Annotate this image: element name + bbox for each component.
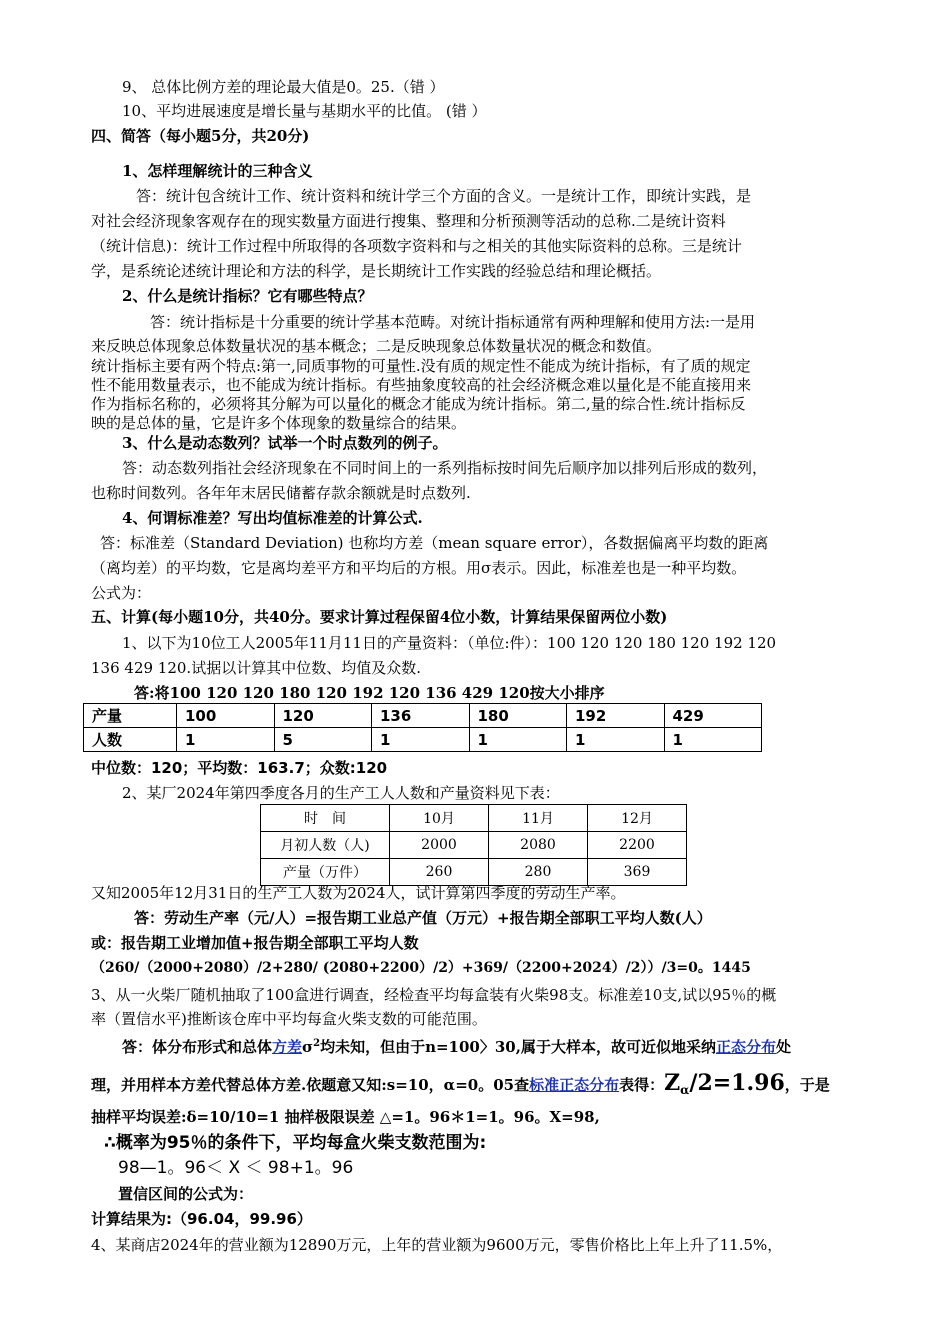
calc-3-line: 3、从一火柴厂随机抽取了100盒进行调查，经检查平均每盒装有火柴98支。标准差10支,试以95％的概 [91, 986, 777, 1004]
answer-2-line: 答：统计指标是十分重要的统计学基本范畴。对统计指标通常有两种理解和使用方法:一是用 [150, 313, 756, 331]
table-cell: 产量（万件） [261, 859, 390, 886]
question-1: 1、怎样理解统计的三种含义 [122, 162, 313, 180]
z-value: /2=1.96 [689, 1070, 785, 1096]
calc-1-line: 136 429 120.试据以计算其中位数、均值及众数. [91, 659, 421, 677]
calc-3-result: 计算结果为:（96.04，99.96） [91, 1210, 312, 1228]
link-normal-distribution[interactable]: 正态分布 [715, 1038, 776, 1056]
calc-1-answer: 答:将100 120 120 180 120 192 120 136 429 120按大小排序 [134, 684, 605, 702]
table-row [84, 728, 762, 752]
calc-1-result: 中位数：120；平均数：163.7；众数:120 [91, 759, 388, 777]
table-cell: 1 [664, 728, 762, 752]
answer-3-line: 答：动态数列指社会经济现象在不同时间上的一系列指标按时间先后顺序加以排列后形成的数列， [122, 459, 768, 477]
table-cell: 产量 [84, 704, 177, 728]
answer-4-line: （离均差）的平均数，它是离均差平方和平均后的方根。用σ表示。因此，标准差也是一种平均数。 [91, 559, 747, 577]
text-span: 均未知，但由于n=100〉30,属于大样本，故可近似地采纳 [320, 1038, 716, 1056]
table-row [261, 832, 687, 859]
calc-2-answer-line: 答：劳动生产率（元/人）=报告期工业总产值（万元）+报告期全部职工平均人数(人） [134, 909, 712, 927]
table-header-cell: 10月 [390, 805, 489, 832]
calc-2-line: 2、某厂2024年第四季度各月的生产工人人数和产量资料见下表： [122, 784, 560, 802]
text-span: 理，并用样本方差代替总体方差.依题意又知:s=10，α=0。05查 [91, 1076, 530, 1094]
table-cell: 180 [469, 704, 567, 728]
superscript: 2 [313, 1038, 321, 1049]
calc-2-formula: （260/（2000+2080）/2+280/ (2080+2200）/2）+369/（2200+2024）/2））/3=0。1445 [91, 960, 751, 976]
calc-3-answer-line [122, 1033, 791, 1058]
alpha-subscript: α [680, 1083, 690, 1097]
calc-3-answer-line: 抽样平均误差:δ=10/10=1 抽样极限误差 △=1。96＊1=1。96。X=98, [91, 1108, 600, 1126]
answer-4-line: 答：标准差（Standard Deviation) 也称均方差（mean square error），各数据偏离平均数的距离 [100, 534, 769, 552]
question-4: 4、何谓标准差？写出均值标准差的计算公式. [122, 509, 423, 527]
answer-3-line: 也称时间数列。各年年末居民储蓄存款余额就是时点数列. [91, 484, 471, 502]
calc-3-range: 98—1。96＜ X ＜ 98+1。96 [118, 1158, 354, 1178]
table-row [84, 704, 762, 728]
text-span: 答：体分布形式和总体 [122, 1038, 273, 1056]
answer-2-line: 来反映总体现象总体数量状况的基本概念；二是反映现象总体数量状况的概念和数值。 [91, 337, 662, 355]
table-cell: 429 [664, 704, 762, 728]
table-cell: 280 [489, 859, 588, 886]
answer-1-line: 对社会经济现象客观存在的现实数量方面进行搜集、整理和分析预测等活动的总称.二是统计资料 [91, 212, 726, 230]
table-cell: 1 [372, 728, 470, 752]
table-cell: 5 [274, 728, 372, 752]
table-header-cell: 时 间 [261, 805, 390, 832]
answer-1-line: （统计信息)：统计工作过程中所取得的各项数字资料和与之相关的其他实际资料的总称。三是统计 [91, 237, 742, 255]
table-cell: 100 [177, 704, 275, 728]
table-row [261, 805, 687, 832]
section-5-title: 五、计算(每小题10分，共40分。要求计算过程保留4位小数，计算结果保留两位小数) [91, 608, 668, 626]
calc-2-answer-line: 或：报告期工业增加值+报告期全部职工平均人数 [91, 934, 419, 952]
answer-1-line: 学，是系统论述统计理论和方法的科学，是长期统计工作实践的经验总结和理论概括。 [91, 262, 662, 280]
table-cell: 人数 [84, 728, 177, 752]
table-cell: 月初人数（人) [261, 832, 390, 859]
question-2: 2、什么是统计指标？它有哪些特点？ [122, 287, 373, 305]
table-cell: 260 [390, 859, 489, 886]
item-9: 9、 总体比例方差的理论最大值是0。25.（错 ） [122, 78, 445, 96]
text-span: ，于是 [784, 1076, 830, 1094]
table-cell: 2200 [588, 832, 687, 859]
link-standard-normal[interactable]: 标准正态分布 [529, 1076, 620, 1094]
table-cell: 1 [567, 728, 665, 752]
question-3: 3、什么是动态数列？试举一个时点数列的例子。 [122, 434, 448, 452]
sigma-symbol: σ [302, 1038, 314, 1056]
answer-2-line: 作为指标名称的，必须将其分解为可以量化的概念才能成为统计指标。第二,量的综合性.统计指标反 [91, 395, 746, 413]
calc-3-answer-line [91, 1068, 830, 1105]
answer-2-line: 统计指标主要有两个特点:第一,同质事物的可量性.没有质的规定性不能成为统计指标，有了质的规定 [91, 357, 751, 375]
table-cell: 136 [372, 704, 470, 728]
table-cell: 2080 [489, 832, 588, 859]
table-cell: 120 [274, 704, 372, 728]
table-cell: 192 [567, 704, 665, 728]
answer-2-line: 性不能用数量表示，也不能成为统计指标。有些抽象度较高的社会经济概念难以量化是不能直接用来 [91, 376, 752, 394]
answer-2-line: 映的是总体的量，它是许多个体现象的数量综合的结果。 [91, 414, 467, 432]
calc-2-given: 又知2005年12月31日的生产工人数为2024人，试计算第四季度的劳动生产率。 [91, 884, 626, 902]
answer-4-line: 公式为： [91, 584, 152, 602]
calc-4-line: 4、某商店2024年的营业额为12890万元，上年的营业额为9600万元，零售价格比上年上升了11.5%， [91, 1236, 783, 1254]
calc-3-line: 率（置信水平)推断该仓库中平均每盒火柴支数的可能范围。 [91, 1010, 487, 1028]
link-variance[interactable]: 方差 [272, 1038, 303, 1056]
calc-3-answer-line: ∴概率为95％的条件下，平均每盒火柴支数范围为: [104, 1133, 487, 1153]
sort-table [83, 703, 762, 752]
calc-1-line: 1、以下为10位工人2005年11月11日的产量资料：（单位:件）：100 120 120 180 120 192 120 [122, 634, 777, 652]
table-header-cell: 11月 [489, 805, 588, 832]
production-table [260, 804, 687, 886]
text-span: 表得： [619, 1076, 665, 1094]
table-cell: 2000 [390, 832, 489, 859]
table-header-cell: 12月 [588, 805, 687, 832]
item-10: 10、平均进展速度是增长量与基期水平的比值。 (错 ） [122, 102, 487, 120]
table-cell: 1 [469, 728, 567, 752]
z-symbol: Z [664, 1070, 681, 1096]
table-cell: 369 [588, 859, 687, 886]
answer-1-line: 答：统计包含统计工作、统计资料和统计学三个方面的含义。一是统计工作，即统计实践，是 [136, 187, 752, 205]
calc-3-interval-label: 置信区间的公式为： [118, 1185, 254, 1203]
section-4-title: 四、简答（每小题5分，共20分) [91, 127, 310, 145]
text-span: 处 [775, 1038, 791, 1056]
table-cell: 1 [177, 728, 275, 752]
